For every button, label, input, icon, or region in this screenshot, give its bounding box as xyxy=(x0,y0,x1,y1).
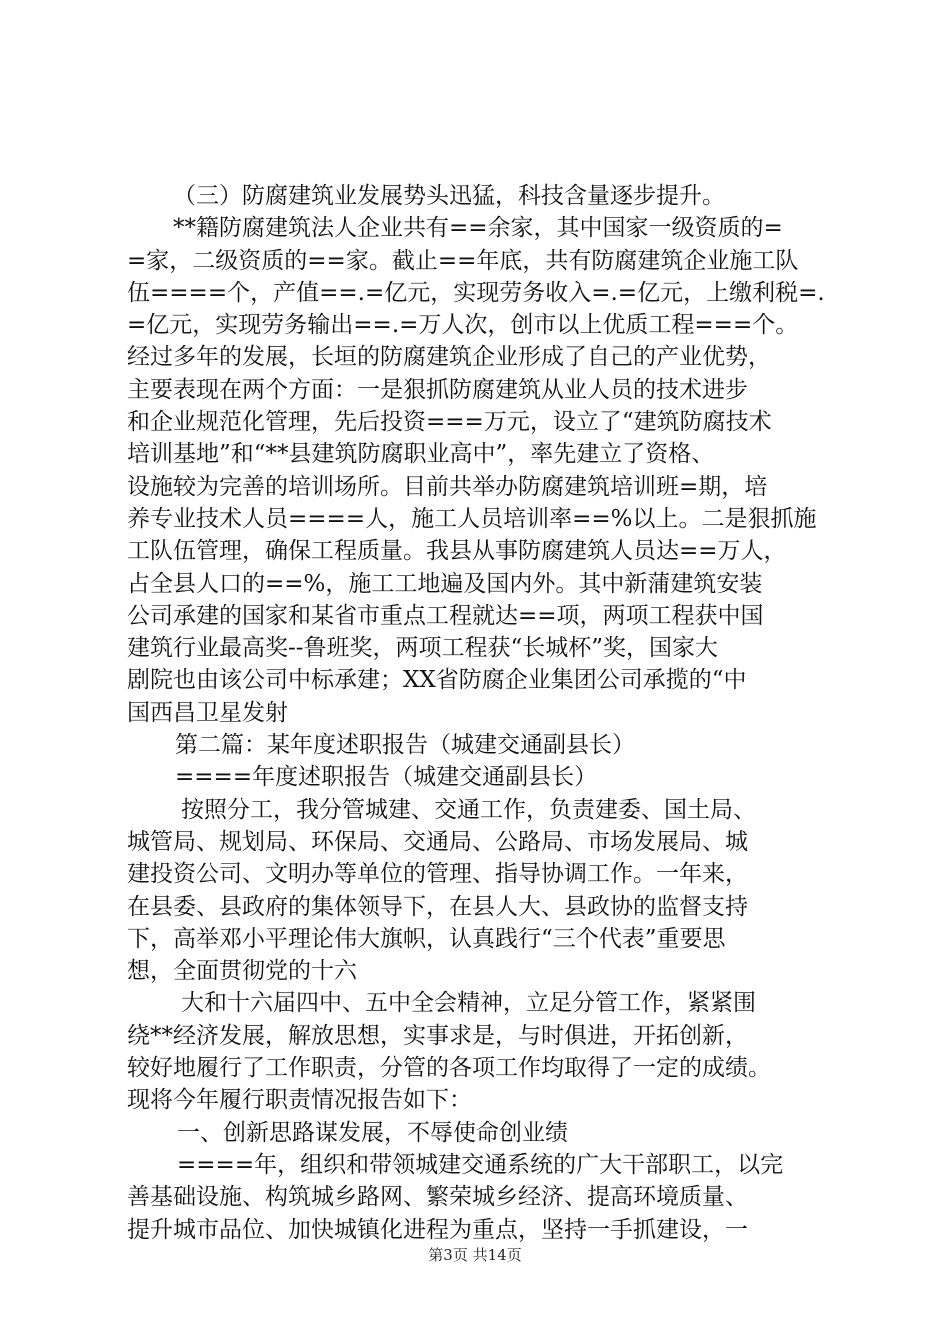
text-line: 现将今年履行职责情况报告如下： xyxy=(127,1087,472,1114)
text-line: 剧院也由该公司中标承建；XX省防腐企业集团公司承揽的“中 xyxy=(127,667,747,694)
text-line: 占全县人口的==%，施工工地遍及国内外。其中新蒲建筑安装 xyxy=(127,570,763,597)
text-line: 公司承建的国家和某省市重点工程就达==项，两项工程获中国 xyxy=(127,602,764,629)
text-line: 国西昌卫星发射 xyxy=(127,699,288,726)
text-line: 城管局、规划局、环保局、交通局、公路局、市场发展局、城 xyxy=(127,828,748,855)
text-line: =家，二级资质的==家。截止==年底，共有防腐建筑企业施工队 xyxy=(127,247,799,274)
text-line: 提升城市品位、加快城镇化进程为重点，坚持一手抓建设，一 xyxy=(127,1216,748,1243)
document-body xyxy=(127,180,843,1246)
report-title: ====年度述职报告（城建交通副县长） xyxy=(175,764,598,791)
text-line: 工队伍管理，确保工程质量。我县从事防腐建筑人员达==万人， xyxy=(127,538,787,565)
text-line: 在县委、县政府的集体领导下，在县人大、县政协的监督支持 xyxy=(127,893,748,920)
text-line: 想，全面贯彻党的十六 xyxy=(127,958,357,985)
text-line: 善基础设施、构筑城乡路网、繁荣城乡经济、提高环境质量、 xyxy=(127,1184,748,1211)
text-line: 主要表现在两个方面：一是狠抓防腐建筑从业人员的技术进步 xyxy=(127,376,748,403)
text-line: （三）防腐建筑业发展势头迅猛，科技含量逐步提升。 xyxy=(173,183,725,209)
text-line: **籍防腐建筑法人企业共有==余家，其中国家一级资质的= xyxy=(173,215,783,242)
text-line: 建投资公司、文明办等单位的管理、指导协调工作。一年来， xyxy=(127,861,748,888)
text-line: 大和十六届四中、五中全会精神，立足分管工作，紧紧围 xyxy=(181,990,756,1017)
text-line: 培训基地”和“**县建筑防腐职业高中”，率先建立了资格、 xyxy=(127,441,715,468)
text-line: 设施较为完善的培训场所。目前共举办防腐建筑培训班=期，培 xyxy=(127,473,768,500)
text-line: 养专业技术人员====人，施工人员培训率==%以上。二是狠抓施 xyxy=(127,505,817,532)
text-line: 按照分工，我分管城建、交通工作，负责建委、国土局、 xyxy=(181,796,756,823)
section-heading: 第二篇：某年度述职报告（城建交通副县长） xyxy=(175,732,635,759)
text-line: 建筑行业最高奖--鲁班奖，两项工程获“长城杯”奖，国家大 xyxy=(127,635,719,662)
text-line: 和企业规范化管理，先后投资===万元，设立了“建筑防腐技术 xyxy=(127,409,772,436)
text-line: 较好地履行了工作职责，分管的各项工作均取得了一定的成绩。 xyxy=(127,1055,771,1082)
text-line: 经过多年的发展，长垣的防腐建筑企业形成了自己的产业优势， xyxy=(127,344,771,371)
text-line: =亿元，实现劳务输出==.=万人次，创市以上优质工程===个。 xyxy=(127,312,799,339)
subsection-heading: 一、创新思路谋发展，不辱使命创业绩 xyxy=(177,1119,568,1146)
text-line: 下，高举邓小平理论伟大旗帜，认真践行“三个代表”重要思 xyxy=(127,925,726,952)
page-number-footer: 第3页 共14页 xyxy=(428,1246,522,1264)
text-line: 伍====个，产值==.=亿元，实现劳务收入=.=亿元，上缴利税=. xyxy=(127,279,825,306)
text-line: ====年，组织和带领城建交通系统的广大干部职工，以完 xyxy=(177,1151,784,1178)
text-line: 绕**经济发展，解放思想，实事求是，与时俱进，开拓创新， xyxy=(127,1022,748,1049)
